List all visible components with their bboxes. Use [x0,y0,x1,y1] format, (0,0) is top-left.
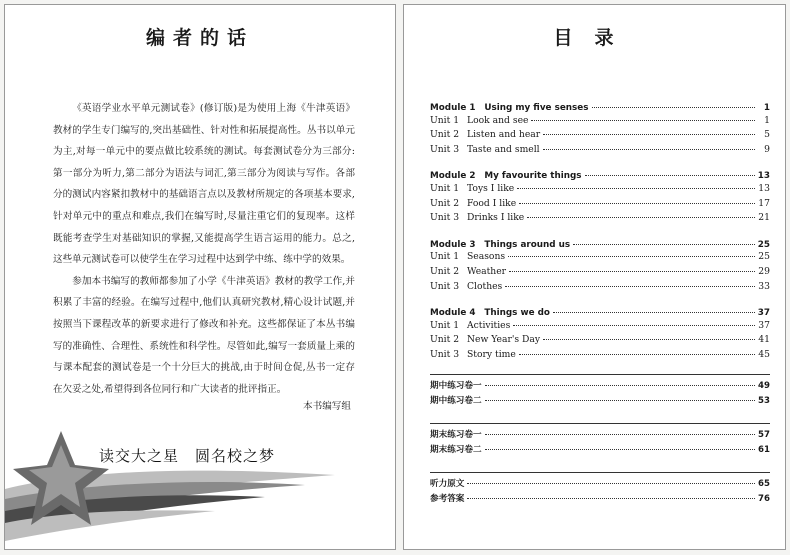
dot-leader [519,203,755,204]
toc-entry[interactable] [430,198,770,213]
unit-title: Drinks I like [467,212,525,224]
page-number: 29 [758,265,770,277]
toc-entry[interactable] [430,428,770,443]
page-number: 57 [758,429,770,440]
toc-entry[interactable] [430,144,770,159]
entry-title: 听力原文 [430,478,465,489]
page-number: 5 [764,129,770,141]
slogan-banner [5,429,395,541]
toc-entry[interactable] [430,379,770,394]
preface-text [53,98,355,400]
editor-signature: 本书编写组 [303,401,351,412]
preface-paragraph: 参加本书编写的教师都参加了小学《牛津英语》教材的教学工作,并积累了丰富的经验。在编写过程中,他们认真研究教材,精心设计试题,并按照当下课程改革的新要求进行了修改和补充。这些都保证了本丛书编写的准确性、合理性、系统性和科学性。尽管如此,编写一套质量上乘的与课本配套的测试卷是一个十分巨大的挑战,由于时间仓促,丛书一定存在欠妥之处,希望得到各位同行和广大读者的批评指正。 [53,275,355,395]
dot-leader [543,149,755,150]
unit-title: Activities [467,319,511,331]
left-page-preface [4,4,396,550]
entry-title: 期中练习卷二 [430,395,482,406]
dot-leader [485,400,755,401]
dot-leader [543,339,755,340]
toc-entry[interactable] [430,477,770,492]
toc-entry[interactable] [430,115,770,130]
page-number: 25 [757,239,770,250]
dot-leader [467,483,755,484]
dot-leader [519,354,755,355]
dot-leader [592,107,756,108]
unit-title: Story time [467,348,516,360]
dot-leader [531,120,755,121]
entry-title: 参考答案 [430,493,465,504]
page-number: 17 [758,197,770,209]
dot-leader [467,498,755,499]
unit-title: Clothes [467,280,503,292]
contents-title: 目录 [553,27,636,49]
toc-entry[interactable] [430,349,770,364]
dot-leader [527,217,755,218]
page-number: 13 [757,171,770,182]
divider [430,374,770,375]
unit-label: Unit 3 [430,212,460,224]
page-number: 21 [758,212,770,224]
toc-exam-group [430,374,770,409]
dot-leader [485,385,755,386]
preface-paragraph: 《英语学业水平单元测试卷》(修订版)是为使用上海《牛津英语》教材的学生专门编写的,突出基础性、针对性和拓展提高性。丛书以单元为主,对每一单元中的要点做比较系统的测试。每套测试卷分为三部分:第一部分为听力,第二部分为语法与词汇,第三部分为阅读与写作。各部分的测试内容紧扣教材中的基础语言点以及教材所规定的各项基本要求,针对单元中的重点和难点,我们在编写时,尽量注重它们的复现率。这样既能考查学生对基础知识的掌握,又能提高学生语言运用的能力。总之,这些单元测试卷可以使学生在学习过程中达到学中练、练中学的效果。 [53,103,355,266]
toc-entry[interactable] [430,492,770,507]
page-number: 13 [758,182,770,194]
page-number: 25 [758,251,770,263]
unit-label: Unit 2 [430,265,460,277]
divider [430,423,770,424]
dot-leader [543,134,755,135]
dot-leader [485,449,755,450]
slogan-text: 读交大之星 圆名校之梦 [99,447,276,465]
unit-label: Unit 1 [430,319,460,331]
toc-entry[interactable] [430,443,770,458]
divider [430,472,770,473]
module-title: Module 3 Things around us [430,239,571,250]
toc-exam-group [430,423,770,458]
table-of-contents [430,100,770,521]
page-number: 9 [764,143,770,155]
dot-leader [513,325,755,326]
unit-label: Unit 3 [430,348,460,360]
toc-entry[interactable] [430,251,770,266]
dot-leader [509,271,755,272]
toc-module [430,168,770,226]
toc-entry[interactable] [430,266,770,281]
dot-leader [508,256,755,257]
dot-leader [585,175,755,176]
toc-module [430,100,770,158]
toc-module-heading[interactable] [430,100,770,115]
toc-entry[interactable] [430,320,770,335]
dot-leader [553,312,755,313]
page-number: 37 [758,319,770,331]
entry-title: 期中练习卷一 [430,380,482,391]
unit-label: Unit 2 [430,129,460,141]
unit-label: Unit 1 [430,251,460,263]
page-number: 61 [758,444,770,455]
page-number: 37 [757,308,770,319]
unit-label: Unit 3 [430,280,460,292]
unit-label: Unit 1 [430,114,460,126]
toc-entry[interactable] [430,334,770,349]
dot-leader [505,286,755,287]
toc-module [430,237,770,295]
preface-title: 编者的话 [145,27,254,49]
page-number: 45 [758,348,770,360]
page-number: 53 [758,395,770,406]
dot-leader [517,188,755,189]
dot-leader [485,434,755,435]
module-title: Module 2 My favourite things [430,171,582,182]
toc-entry[interactable] [430,281,770,296]
unit-title: Taste and smell [467,143,540,155]
page-number: 33 [758,280,770,292]
unit-title: Listen and hear [467,129,541,141]
unit-title: Toys I like [467,182,515,194]
right-page-contents [403,4,786,550]
module-title: Module 1 Using my five senses [430,103,589,113]
toc-entry[interactable] [430,129,770,144]
toc-entry[interactable] [430,212,770,227]
unit-title: New Year's Day [467,334,541,346]
toc-entry[interactable] [430,394,770,409]
unit-label: Unit 1 [430,182,460,194]
entry-title: 期末练习卷二 [430,444,482,455]
dot-leader [573,244,755,245]
unit-title: Seasons [467,251,506,263]
toc-module-heading[interactable] [430,237,770,252]
unit-label: Unit 3 [430,143,460,155]
toc-appendix-group [430,472,770,507]
unit-title: Weather [467,265,507,277]
page-number: 76 [758,493,770,504]
page-number: 65 [758,478,770,489]
entry-title: 期末练习卷一 [430,429,482,440]
toc-entry[interactable] [430,183,770,198]
module-title: Module 4 Things we do [430,308,550,319]
unit-label: Unit 2 [430,197,460,209]
unit-title: Food I like [467,197,517,209]
page-number: 1 [763,103,770,113]
toc-module [430,305,770,363]
page-number: 49 [758,380,770,391]
page-number: 1 [764,114,770,126]
unit-label: Unit 2 [430,334,460,346]
page-number: 41 [758,334,770,346]
toc-module-heading[interactable] [430,305,770,320]
unit-title: Look and see [467,114,529,126]
toc-module-heading[interactable] [430,168,770,183]
